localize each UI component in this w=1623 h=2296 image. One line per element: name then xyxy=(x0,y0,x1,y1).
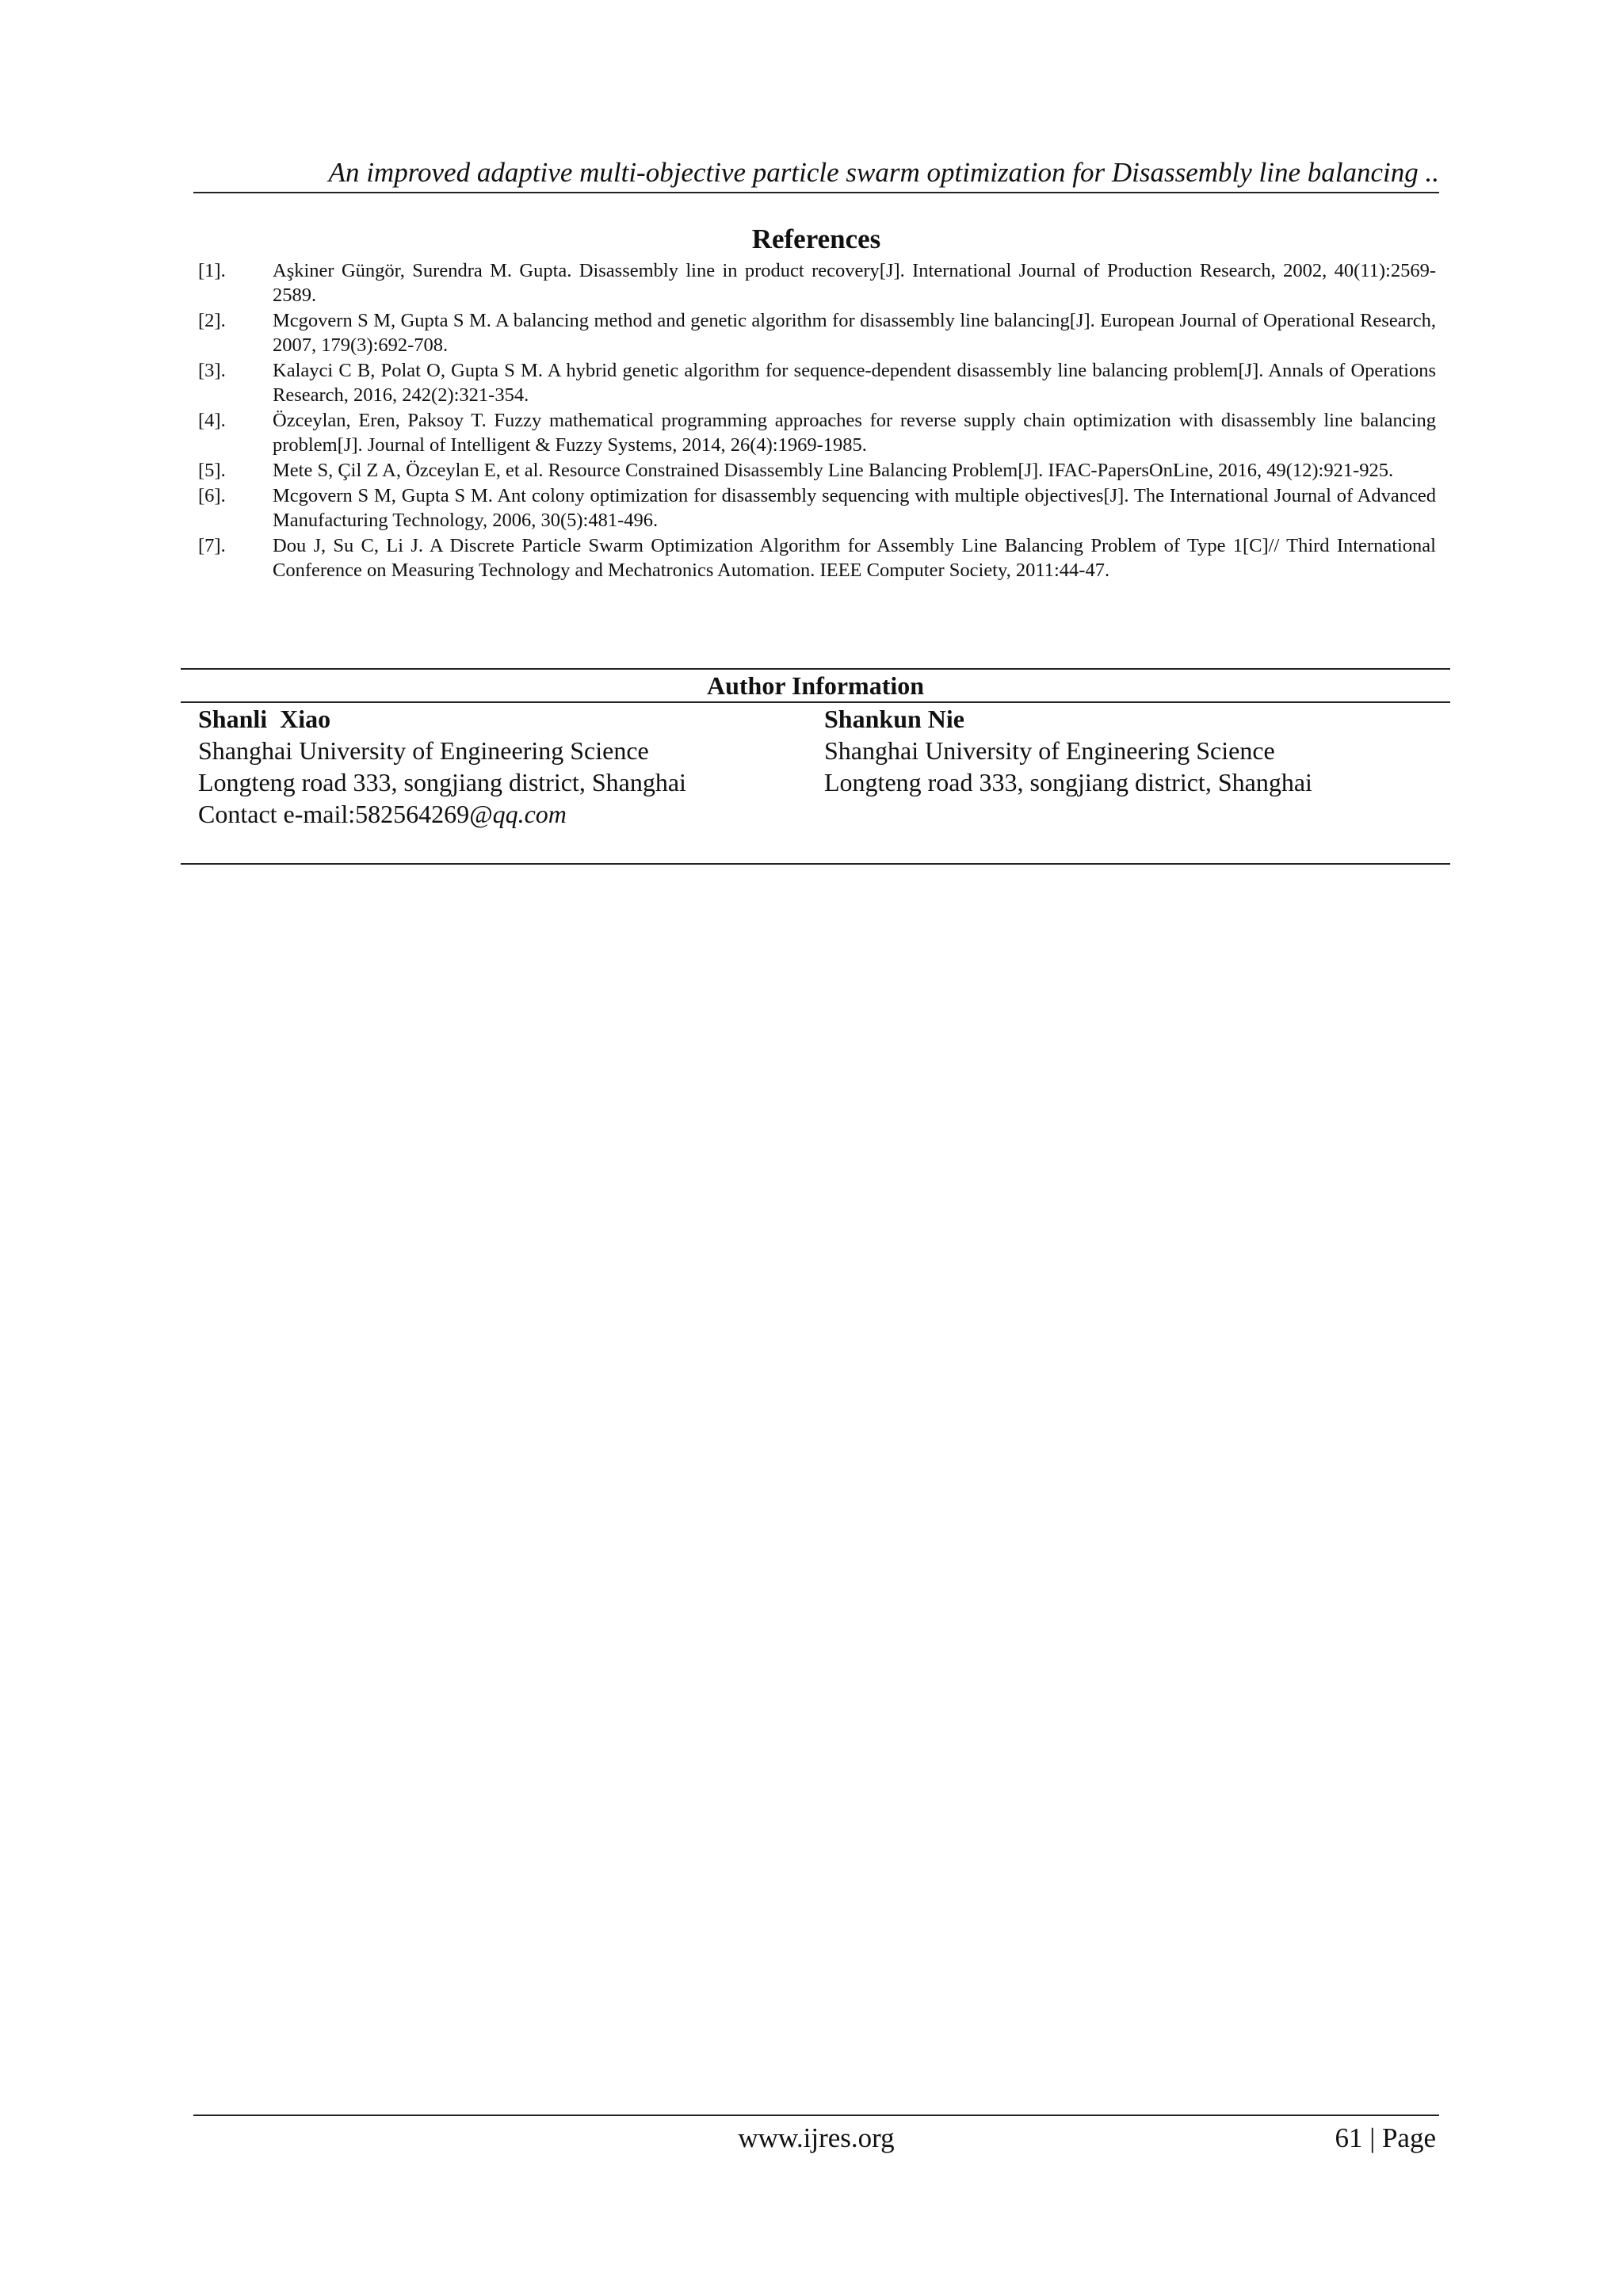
author-name: Shankun Nie xyxy=(824,705,964,733)
reference-text: Dou J, Su C, Li J. A Discrete Particle Swarm Optimization Algorithm for Assembly Line Balancing Problem of Type 1[C]// Third International Conference on Measuring Technology and Mechatronics Automation. IEEE Computer Society, 2011:44-47. xyxy=(273,535,1436,581)
reference-list xyxy=(198,258,1436,583)
reference-text: Kalayci C B, Polat O, Gupta S M. A hybrid genetic algorithm for sequence-dependent disassembly line balancing problem[J]. Annals of Operations Research, 2016, 242(2):321-354. xyxy=(273,360,1436,406)
reference-text: Aşkiner Güngör, Surendra M. Gupta. Disassembly line in product recovery[J]. International Journal of Production Research, 2002, 40(11):2569-2589. xyxy=(273,260,1436,306)
reference-number: [6]. xyxy=(198,485,226,506)
reference-item xyxy=(198,533,1436,583)
author-address: Longteng road 333, songjiang district, Shanghai xyxy=(824,768,1312,797)
reference-number: [5]. xyxy=(198,460,226,481)
footer-page-number: 61 | Page xyxy=(1335,2122,1436,2153)
reference-number: [7]. xyxy=(198,535,226,556)
reference-item xyxy=(198,258,1436,308)
reference-number: [4]. xyxy=(198,410,226,431)
reference-number: [1]. xyxy=(198,260,226,281)
reference-item xyxy=(198,358,1436,407)
reference-item xyxy=(198,458,1436,483)
author-columns xyxy=(181,703,1450,830)
reference-number: [3]. xyxy=(198,360,226,381)
author-name: Shanli Xiao xyxy=(198,705,331,733)
footer-website: www.ijres.org xyxy=(738,2122,895,2153)
author-email-domain: @qq.com xyxy=(469,800,567,828)
reference-text: Özceylan, Eren, Paksoy T. Fuzzy mathematical programming approaches for reverse supply chain optimization with disassembly line balancing problem[J]. Journal of Intelligent & Fuzzy Systems, 2014, 26(4):1969-1985. xyxy=(273,410,1436,456)
running-title: An improved adaptive multi-objective particle swarm optimization for Disassembly line balancing .. xyxy=(193,155,1439,193)
author-address: Longteng road 333, songjiang district, Shanghai xyxy=(198,768,686,797)
author-affiliation: Shanghai University of Engineering Science xyxy=(198,736,649,765)
author-block xyxy=(198,703,824,830)
author-affiliation: Shanghai University of Engineering Science xyxy=(824,736,1275,765)
reference-text: Mete S, Çil Z A, Özceylan E, et al. Resource Constrained Disassembly Line Balancing Problem[J]. IFAC-PapersOnLine, 2016, 49(12):921-925. xyxy=(273,460,1394,481)
footer-divider xyxy=(193,2115,1439,2116)
author-contact-email: Contact e-mail:582564269 xyxy=(198,800,470,828)
author-contact xyxy=(198,798,824,830)
references-heading: References xyxy=(751,223,881,254)
author-information-heading: Author Information xyxy=(181,670,1450,703)
reference-item xyxy=(198,408,1436,457)
reference-text: Mcgovern S M, Gupta S M. A balancing method and genetic algorithm for disassembly line balancing[J]. European Journal of Operational Research, 2007, 179(3):692-708. xyxy=(273,310,1436,356)
author-information-box xyxy=(181,668,1450,865)
author-block xyxy=(824,703,1450,830)
reference-text: Mcgovern S M, Gupta S M. Ant colony optimization for disassembly sequencing with multiple objectives[J]. The International Journal of Advanced Manufacturing Technology, 2006, 30(5):481-496. xyxy=(273,485,1436,531)
reference-number: [2]. xyxy=(198,310,226,331)
reference-item xyxy=(198,308,1436,357)
reference-item xyxy=(198,483,1436,533)
